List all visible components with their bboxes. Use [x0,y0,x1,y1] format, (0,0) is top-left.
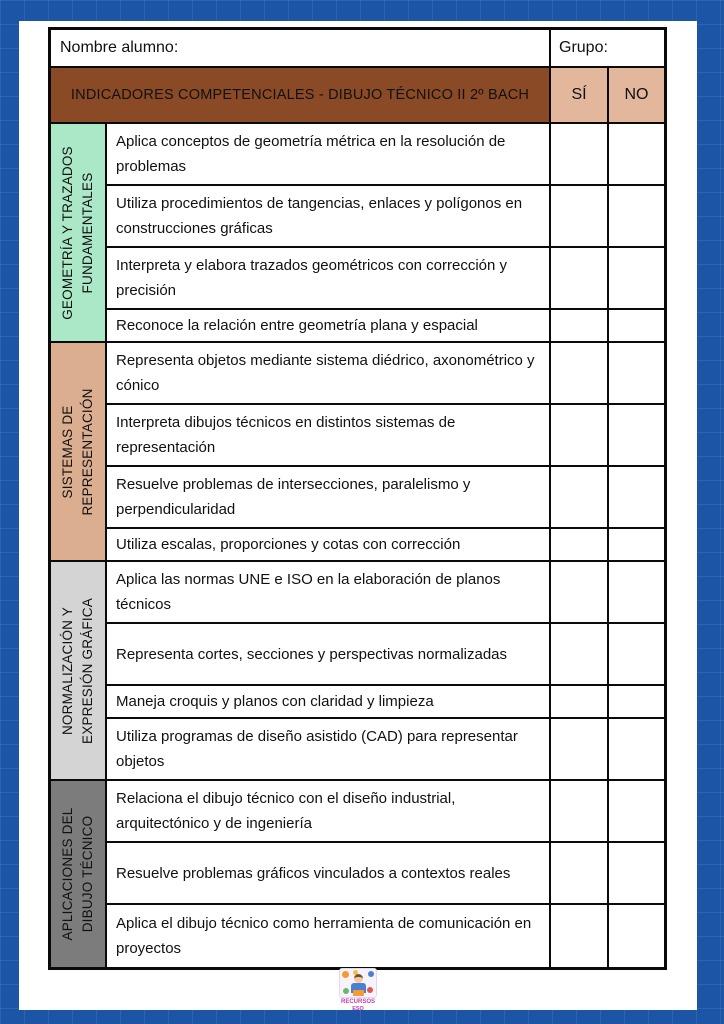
logo-book-icon [353,990,364,996]
section-geometria-trazados [51,124,664,343]
logo-orange-dot-icon [342,971,349,978]
no-column-header: NO [609,68,664,124]
no-checkbox-cell[interactable] [609,781,664,843]
no-checkbox-cell[interactable] [609,905,664,967]
group-label: Grupo: [559,39,608,56]
section-normalizacion-expresion [51,562,664,781]
indicator-text: Utiliza escalas, proporciones y cotas con corrección [107,529,551,562]
no-checkbox-cell[interactable] [609,562,664,624]
indicator-text: Resuelve problemas gráficos vinculados a contextos reales [107,843,551,905]
indicator-row [107,186,664,248]
yes-checkbox-cell[interactable] [551,719,609,781]
indicator-row [107,905,664,967]
indicator-row [107,343,664,405]
indicator-text: Utiliza procedimientos de tangencias, enlaces y polígonos en construcciones gráficas [107,186,551,248]
section-label-cell [51,562,107,781]
yes-checkbox-cell[interactable] [551,781,609,843]
yes-checkbox-cell[interactable] [551,905,609,967]
logo-green-dot-icon [343,988,349,994]
logo-text-line2: ESO [352,1006,364,1012]
logo-blue-dot-icon [368,971,374,977]
section-label: SISTEMAS DE REPRESENTACIÓN [59,387,95,516]
no-checkbox-cell[interactable] [609,529,664,562]
indicator-row [107,124,664,186]
indicator-text: Reconoce la relación entre geometría plana y espacial [107,310,551,343]
yes-checkbox-cell[interactable] [551,248,609,310]
yes-checkbox-cell[interactable] [551,310,609,343]
yes-checkbox-cell[interactable] [551,467,609,529]
indicator-text: Relaciona el dibujo técnico con el diseño industrial, arquitectónico y de ingeniería [107,781,551,843]
indicator-row [107,529,664,562]
yes-checkbox-cell[interactable] [551,186,609,248]
section-label-cell [51,343,107,562]
worksheet-page [19,21,697,1010]
yes-checkbox-cell[interactable] [551,405,609,467]
student-info-row [51,30,664,68]
yes-checkbox-cell[interactable] [551,843,609,905]
indicator-row [107,562,664,624]
title-row [51,68,664,124]
indicator-row [107,781,664,843]
no-checkbox-cell[interactable] [609,310,664,343]
indicator-row [107,686,664,719]
indicator-text: Utiliza programas de diseño asistido (CAD) para representar objetos [107,719,551,781]
indicator-row [107,310,664,343]
indicator-row [107,248,664,310]
indicator-row [107,467,664,529]
no-checkbox-cell[interactable] [609,624,664,686]
section-label: APLICACIONES DEL DIBUJO TÉCNICO [59,807,95,941]
no-checkbox-cell[interactable] [609,719,664,781]
logo-boy-head-icon [354,974,363,983]
indicator-row [107,624,664,686]
no-checkbox-cell[interactable] [609,343,664,405]
section-label: NORMALIZACIÓN Y EXPRESIÓN GRÁFICA [59,597,95,744]
table-title: INDICADORES COMPETENCIALES - DIBUJO TÉCNICO II 2º BACH [51,68,551,124]
logo-art-icon [339,968,377,998]
yes-checkbox-cell[interactable] [551,686,609,719]
indicator-text: Interpreta dibujos técnicos en distintos sistemas de representación [107,405,551,467]
section-label-cell [51,124,107,343]
indicator-text: Aplica el dibujo técnico como herramienta de comunicación en proyectos [107,905,551,967]
logo-text-line1: RECURSOS [340,999,375,1005]
indicator-text: Aplica conceptos de geometría métrica en la resolución de problemas [107,124,551,186]
yes-checkbox-cell[interactable] [551,624,609,686]
logo-red-dot-icon [367,987,373,993]
indicator-text: Interpreta y elabora trazados geométricos con corrección y precisión [107,248,551,310]
indicator-text: Representa objetos mediante sistema diédrico, axonométrico y cónico [107,343,551,405]
no-checkbox-cell[interactable] [609,843,664,905]
yes-checkbox-cell[interactable] [551,562,609,624]
section-sistemas-representacion [51,343,664,562]
indicator-text: Resuelve problemas de intersecciones, paralelismo y perpendicularidad [107,467,551,529]
indicator-row [107,843,664,905]
no-checkbox-cell[interactable] [609,467,664,529]
yes-column-header: SÍ [551,68,609,124]
indicator-text: Representa cortes, secciones y perspectivas normalizadas [107,624,551,686]
group-field[interactable] [551,30,664,68]
no-checkbox-cell[interactable] [609,405,664,467]
yes-checkbox-cell[interactable] [551,124,609,186]
rubric-table [48,27,667,970]
indicator-text: Maneja croquis y planos con claridad y limpieza [107,686,551,719]
no-checkbox-cell[interactable] [609,186,664,248]
recursos-eso-logo [336,968,380,1012]
indicator-text: Aplica las normas UNE e ISO en la elaboración de planos técnicos [107,562,551,624]
no-checkbox-cell[interactable] [609,248,664,310]
yes-checkbox-cell[interactable] [551,343,609,405]
indicator-row [107,719,664,781]
section-label-cell [51,781,107,967]
yes-checkbox-cell[interactable] [551,529,609,562]
no-checkbox-cell[interactable] [609,686,664,719]
section-label: GEOMETRÍA Y TRAZADOS FUNDAMENTALES [59,145,95,320]
student-name-label: Nombre alumno: [60,39,179,56]
no-checkbox-cell[interactable] [609,124,664,186]
indicator-row [107,405,664,467]
student-name-field[interactable] [51,30,551,68]
section-aplicaciones-dibujo [51,781,664,967]
